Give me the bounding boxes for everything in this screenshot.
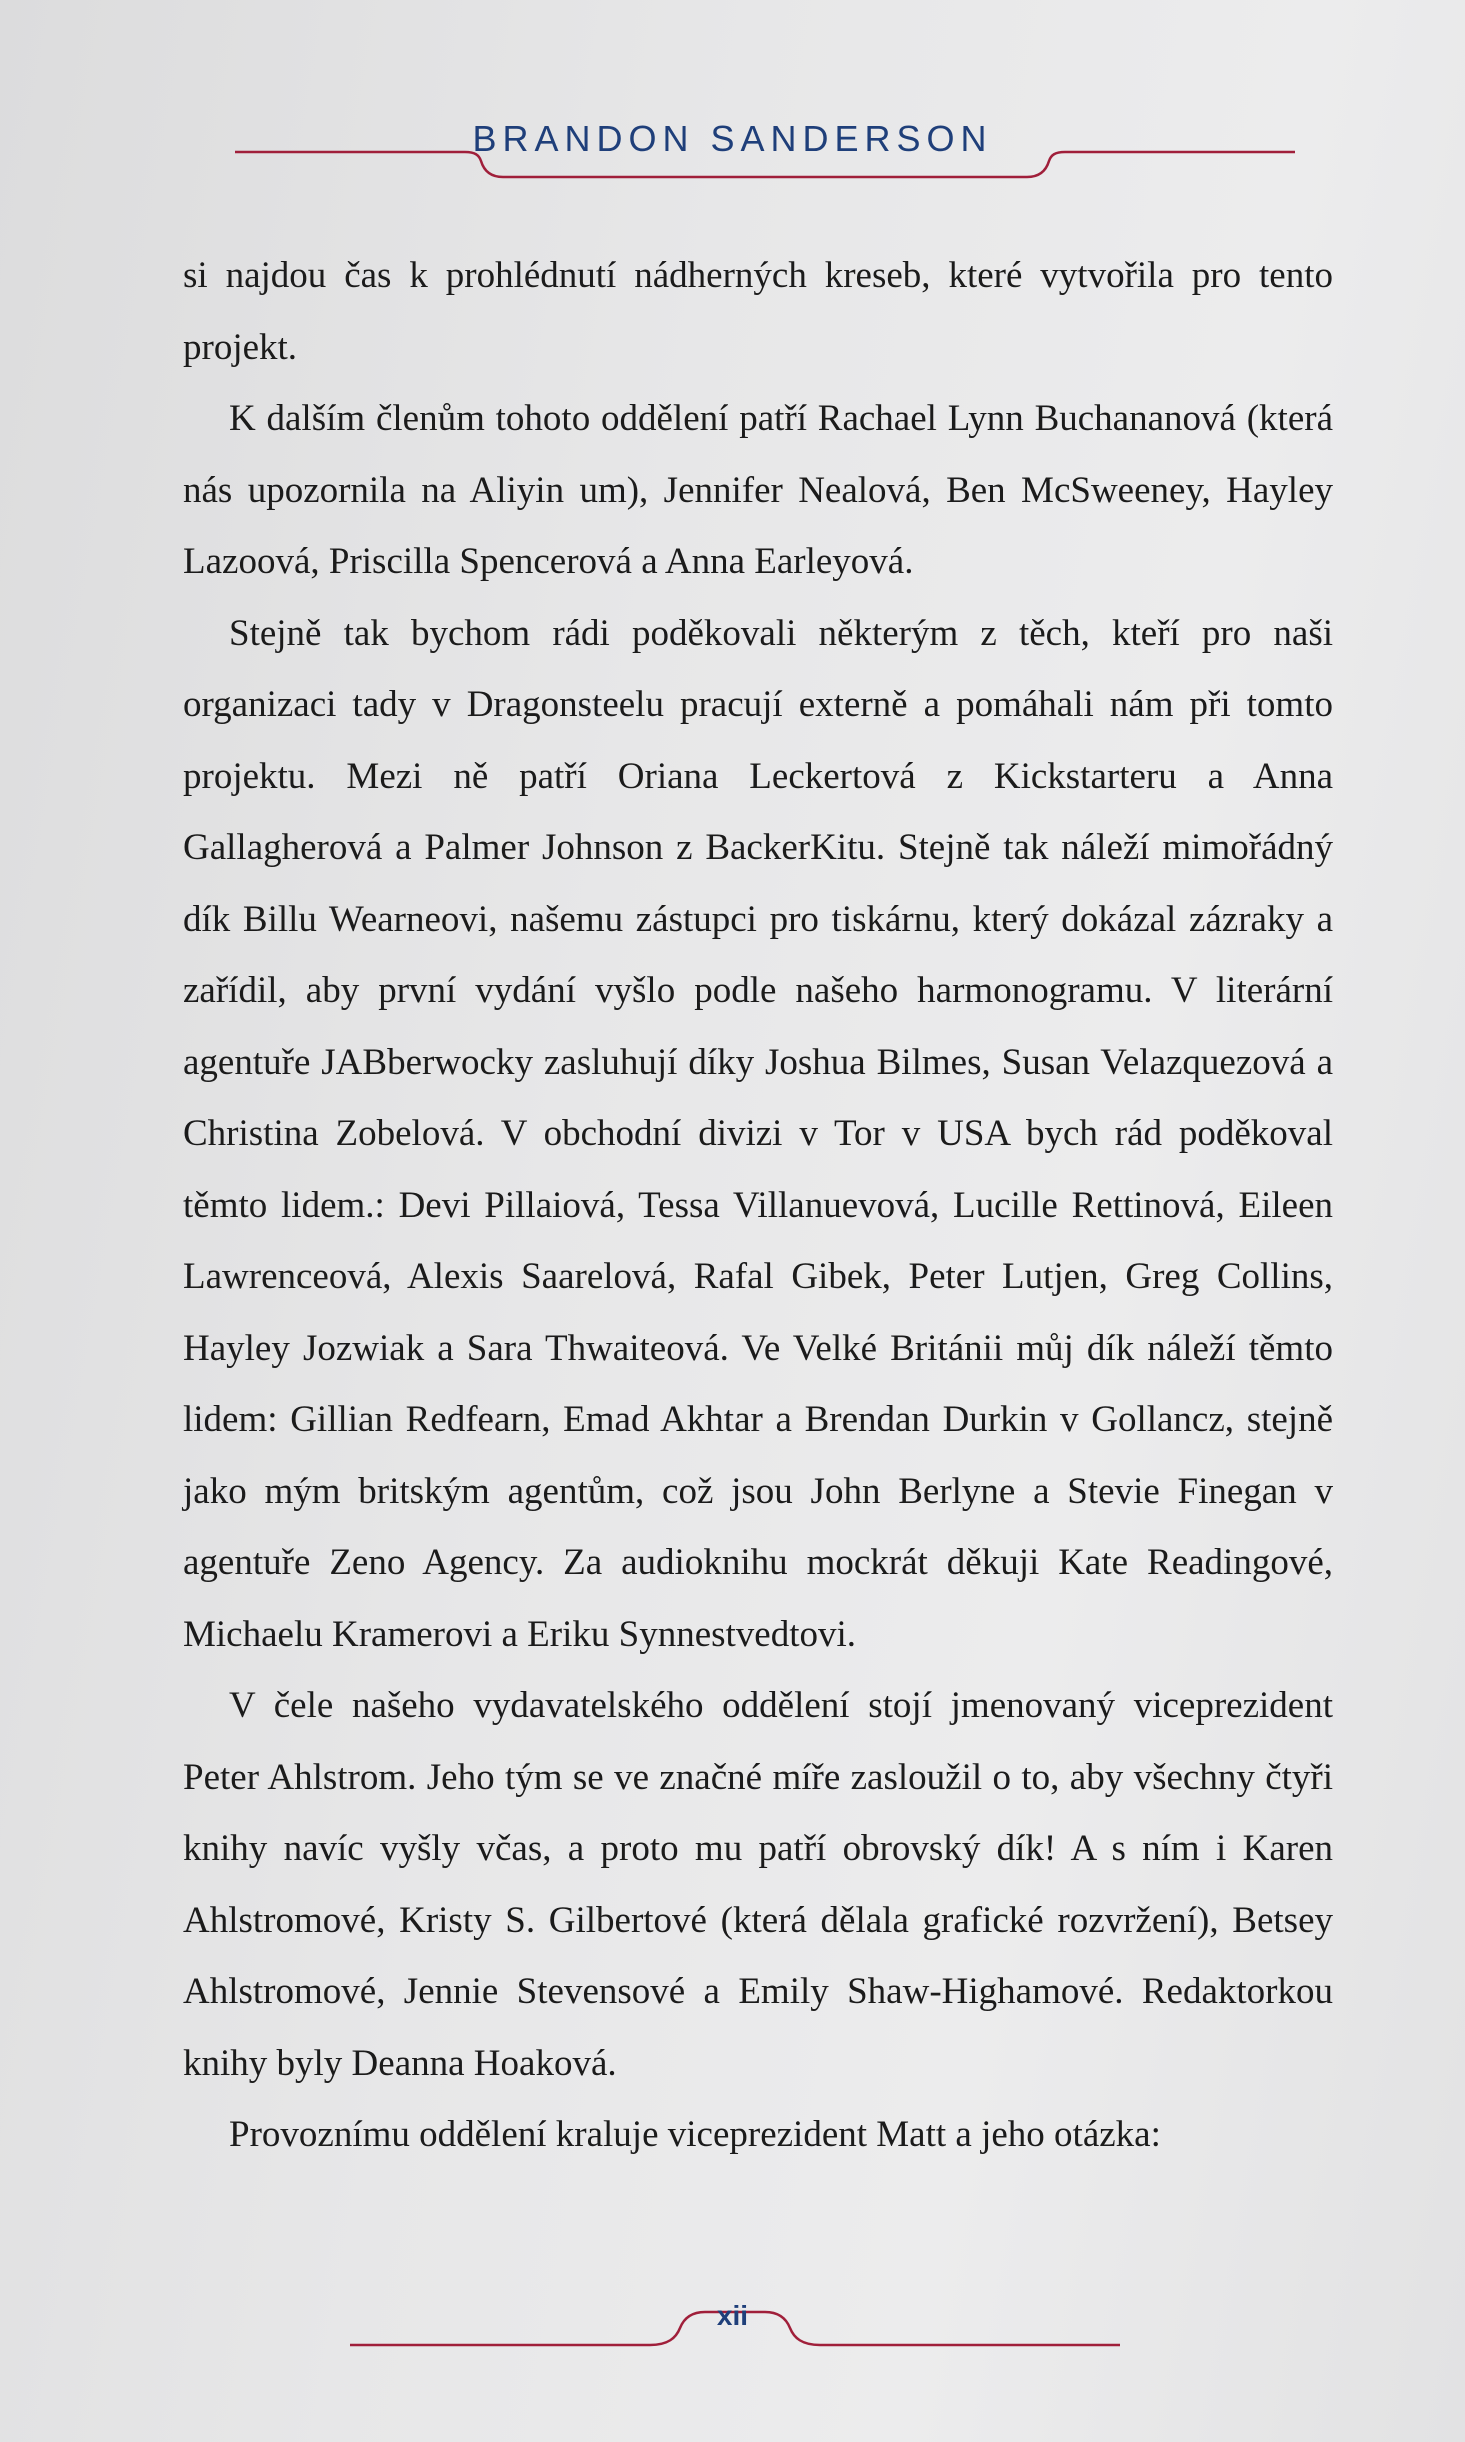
running-head-author: BRANDON SANDERSON <box>472 118 993 159</box>
page-number: xii <box>716 2300 749 2331</box>
paragraph: Provoznímu oddělení kraluje viceprezident Matt a jeho otázka: <box>229 2114 1161 2155</box>
paragraph: si najdou čas k prohlédnutí nádherných kreseb, které vytvořila pro tento projekt. <box>183 255 1333 368</box>
paragraph: V čele našeho vydavatelského oddělení stojí jmenovaný viceprezident Peter Ahlstrom. Jeho tým se ve značné míře zasloužil o to, aby všechny čtyři knihy navíc vyšly včas, a proto mu patří obrovský dík! A s ním i Karen Ahlstromové, Kristy S. Gilbertové (která dělala grafické rozvržení), Betsey Ahlstromové, Jennie Stevensové a Emily Shaw-Highamové. Redaktorkou knihy byly Deanna Hoaková. <box>183 1685 1333 2084</box>
body-text <box>183 240 1333 2171</box>
paragraph: K dalším členům tohoto oddělení patří Rachael Lynn Buchananová (která nás upozornila na Aliyin um), Jennifer Nealová, Ben McSweeney, Hayley Lazoová, Priscilla Spencerová a Anna Earleyová. <box>183 398 1333 582</box>
paragraph: Stejně tak bychom rádi poděkovali některým z těch, kteří pro naši organizaci tady v Dragonsteelu pracují externě a pomáhali nám při tomto projektu. Mezi ně patří Oriana Leckertová z Kickstarteru a Anna Gallagherová a Palmer Johnson z BackerKitu. Stejně tak náleží mimořádný dík Billu Wearneovi, našemu zástupci pro tiskárnu, který dokázal zázraky a zařídil, aby první vydání vyšlo podle našeho harmonogramu. V literární agentuře JABberwocky zasluhují díky Joshua Bilmes, Susan Velazquezová a Christina Zobelová. V obchodní divizi v Tor v USA bych rád poděkoval těmto lidem.: Devi Pillaiová, Tessa Villanuevová, Lucille Rettinová, Eileen Lawrenceová, Alexis Saarelová, Rafal Gibek, Peter Lutjen, Greg Collins, Hayley Jozwiak a Sara Thwaiteová. Ve Velké Británii můj dík náleží těmto lidem: Gillian Redfearn, Emad Akhtar a Brendan Durkin v Gollancz, stejně jako mým britským agentům, což jsou John Berlyne a Stevie Finegan v agentuře Zeno Agency. Za audioknihu mockrát děkuji Kate Readingové, Michaelu Kramerovi a Eriku Synnestvedtovi. <box>183 612 1333 1655</box>
